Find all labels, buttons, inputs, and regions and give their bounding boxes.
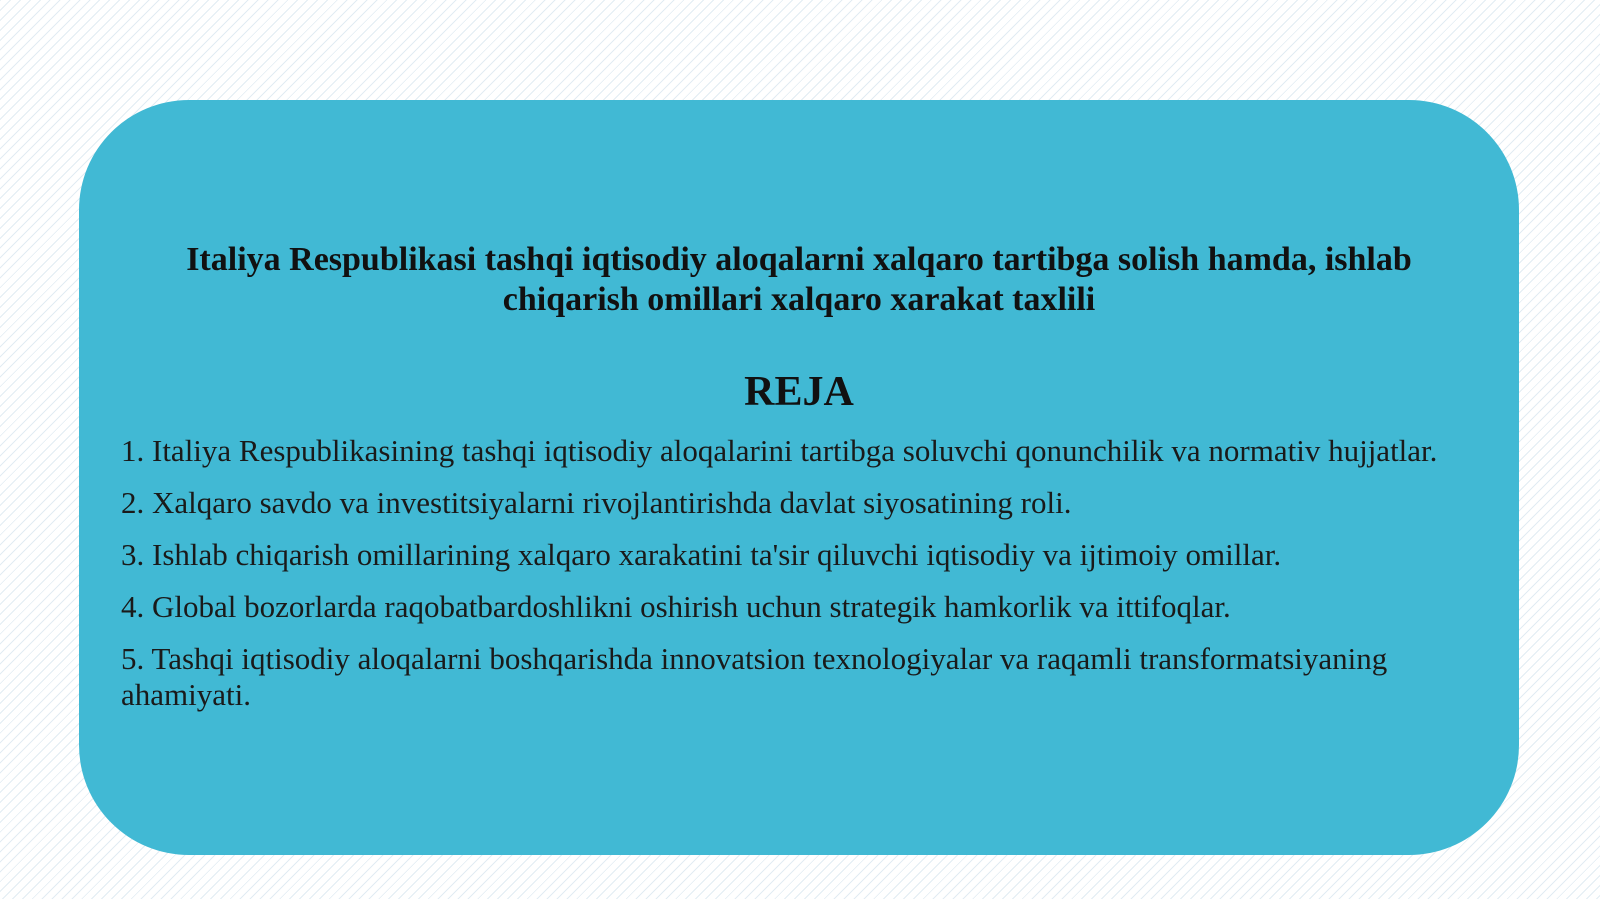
slide-title: Italiya Respublikasi tashqi iqtisodiy aloqalarni xalqaro tartibga solish hamda, ishlab chiqarish omillari xalqaro xarakat taxlili — [186, 241, 1412, 318]
plan-item-2: 2. Xalqaro savdo va investitsiyalarni rivojlantirishda davlat siyosatining roli. — [121, 485, 1072, 520]
plan-item-4: 4. Global bozorlarda raqobatbardoshlikni oshirish uchun strategik hamkorlik va ittifoqlar. — [121, 589, 1231, 624]
plan-item-5: 5. Tashqi iqtisodiy aloqalarni boshqarishda innovatsion texnologiyalar va raqamli transformatsiyaning ahamiyati. — [121, 641, 1388, 712]
plan-list — [121, 433, 1449, 729]
plan-item-3: 3. Ishlab chiqarish omillarining xalqaro xarakatini ta'sir qiluvchi iqtisodiy va ijtimoiy omillar. — [121, 537, 1282, 572]
plan-item-1: 1. Italiya Respublikasining tashqi iqtisodiy aloqalarini tartibga soluvchi qonunchilik va normativ hujjatlar. — [121, 433, 1438, 468]
plan-heading: REJA — [744, 369, 854, 415]
content-card — [79, 100, 1519, 855]
